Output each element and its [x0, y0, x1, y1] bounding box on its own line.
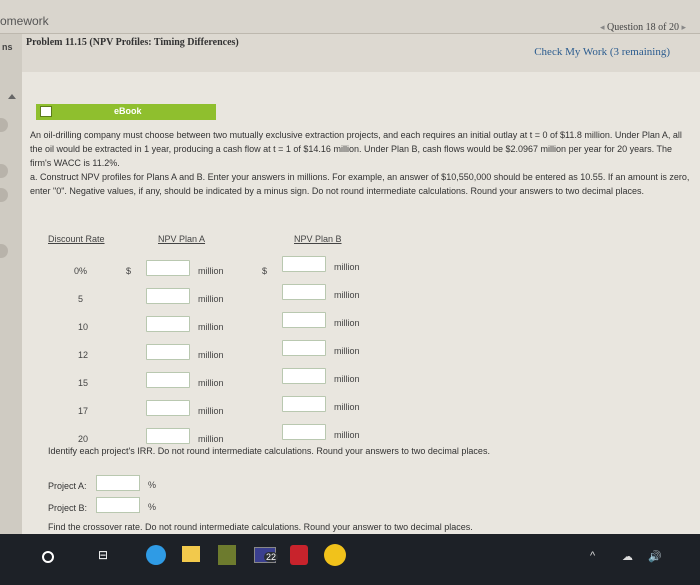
unit-label: million [334, 318, 360, 328]
left-rail [0, 34, 22, 534]
browser-title-bar [0, 0, 700, 34]
question-counter: Question 18 of 20 [607, 22, 679, 33]
project-b-label: Project B: [48, 503, 88, 513]
project-b-irr-input[interactable] [96, 497, 140, 513]
unit-label: million [334, 346, 360, 356]
discount-rate-cell: 15 [78, 378, 89, 388]
discount-rate-cell: 17 [78, 406, 89, 416]
npv-plan-a-input[interactable] [146, 316, 190, 332]
problem-description: An oil-drilling company must choose between two mutually exclusive extraction projects, and each requires an initial outlay at t = 0 of $11.8 million. Under Plan A, all the oil would be extracted in 1 year, producing a cash flow at t = 1 of $14.16 million. Under Plan B, cash flows would be $2.0967 million per year for 20 years. The firm's WACC is 11.2%. [30, 130, 682, 168]
npv-plan-b-input[interactable] [282, 284, 326, 300]
unit-label: million [198, 406, 224, 416]
next-question-icon[interactable]: ▸ [681, 22, 686, 32]
npv-plan-a-input[interactable] [146, 260, 190, 276]
npv-plan-b-input[interactable] [282, 340, 326, 356]
npv-plan-a-input[interactable] [146, 428, 190, 444]
taskbar [0, 534, 700, 585]
npv-plan-b-input[interactable] [282, 396, 326, 412]
currency-symbol: $ [126, 266, 132, 276]
task-view-icon[interactable]: ⊟ [98, 548, 109, 562]
unit-label: million [198, 322, 224, 332]
unit-label: million [334, 374, 360, 384]
part-a-instructions: a. Construct NPV profiles for Plans A and B. Enter your answers in millions. For example, an answer of $10,550,000 should be entered as 10.55. If an amount is zero, enter "0". Negative values, if any, should be indicated by a minus sign. Do not round intermediate calculations. Round your answers to two decimal places. [30, 172, 690, 196]
discount-rate-cell: 5 [78, 294, 84, 304]
discount-rate-cell: 20 [78, 434, 89, 444]
network-icon[interactable]: ☁ [622, 551, 633, 563]
npv-plan-a-input[interactable] [146, 344, 190, 360]
column-header-discount-rate: Discount Rate [48, 234, 105, 244]
question-navigator [600, 22, 686, 33]
irr-instructions: Identify each project's IRR. Do not round intermediate calculations. Round your answers to two decimal places. [48, 446, 490, 456]
edge-browser-icon[interactable] [146, 545, 166, 565]
rail-tab[interactable] [0, 188, 8, 202]
unit-label: million [334, 262, 360, 272]
column-header-npv-b: NPV Plan B [294, 234, 342, 244]
problem-title: Problem 11.15 (NPV Profiles: Timing Differences) [26, 37, 239, 48]
project-a-irr-input[interactable] [96, 475, 140, 491]
volume-icon[interactable]: 🔊 [648, 551, 662, 563]
check-my-work-link[interactable]: Check My Work (3 remaining) [534, 46, 670, 58]
discount-rate-cell: 10 [78, 322, 89, 332]
ebook-label: eBook [114, 106, 142, 116]
problem-content [22, 72, 700, 534]
ebook-button[interactable] [36, 104, 216, 120]
problem-header [22, 22, 700, 58]
currency-symbol: $ [262, 266, 268, 276]
rail-tab[interactable] [0, 164, 8, 178]
mail-badge: 22 [266, 552, 277, 562]
npv-plan-b-input[interactable] [282, 368, 326, 384]
left-rail-label: ns [2, 42, 13, 52]
unit-label: million [198, 350, 224, 360]
npv-plan-a-input[interactable] [146, 288, 190, 304]
crossover-instructions: Find the crossover rate. Do not round intermediate calculations. Round your answer to two decimal places. [48, 522, 473, 532]
rail-tab[interactable] [0, 118, 8, 132]
file-explorer-icon[interactable] [182, 546, 200, 562]
start-search-icon[interactable] [42, 551, 54, 563]
npv-plan-a-input[interactable] [146, 372, 190, 388]
column-header-npv-a: NPV Plan A [158, 234, 206, 244]
tray-chevron-icon[interactable]: ^ [590, 550, 596, 562]
unit-label: million [198, 294, 224, 304]
browser-tab-title[interactable]: omework [0, 14, 49, 28]
collapse-up-icon[interactable] [8, 94, 16, 99]
project-a-label: Project A: [48, 481, 87, 491]
discount-rate-cell: 0% [74, 266, 88, 276]
unit-label: million [334, 290, 360, 300]
prev-question-icon[interactable]: ◂ [599, 22, 605, 32]
discount-rate-cell: 12 [78, 350, 89, 360]
office-app-icon[interactable] [290, 545, 308, 565]
unit-label: million [334, 402, 360, 412]
npv-plan-b-input[interactable] [282, 256, 326, 272]
book-icon [40, 106, 52, 117]
chrome-icon[interactable] [324, 544, 346, 566]
npv-plan-b-input[interactable] [282, 312, 326, 328]
rail-tab[interactable] [0, 244, 8, 258]
npv-plan-a-input[interactable] [146, 400, 190, 416]
unit-label: million [198, 266, 224, 276]
percent-label: % [148, 502, 157, 512]
percent-label: % [148, 480, 157, 490]
unit-label: million [198, 434, 224, 444]
unit-label: million [334, 430, 360, 440]
unit-label: million [198, 378, 224, 388]
npv-plan-b-input[interactable] [282, 424, 326, 440]
calculator-icon[interactable] [218, 545, 236, 565]
